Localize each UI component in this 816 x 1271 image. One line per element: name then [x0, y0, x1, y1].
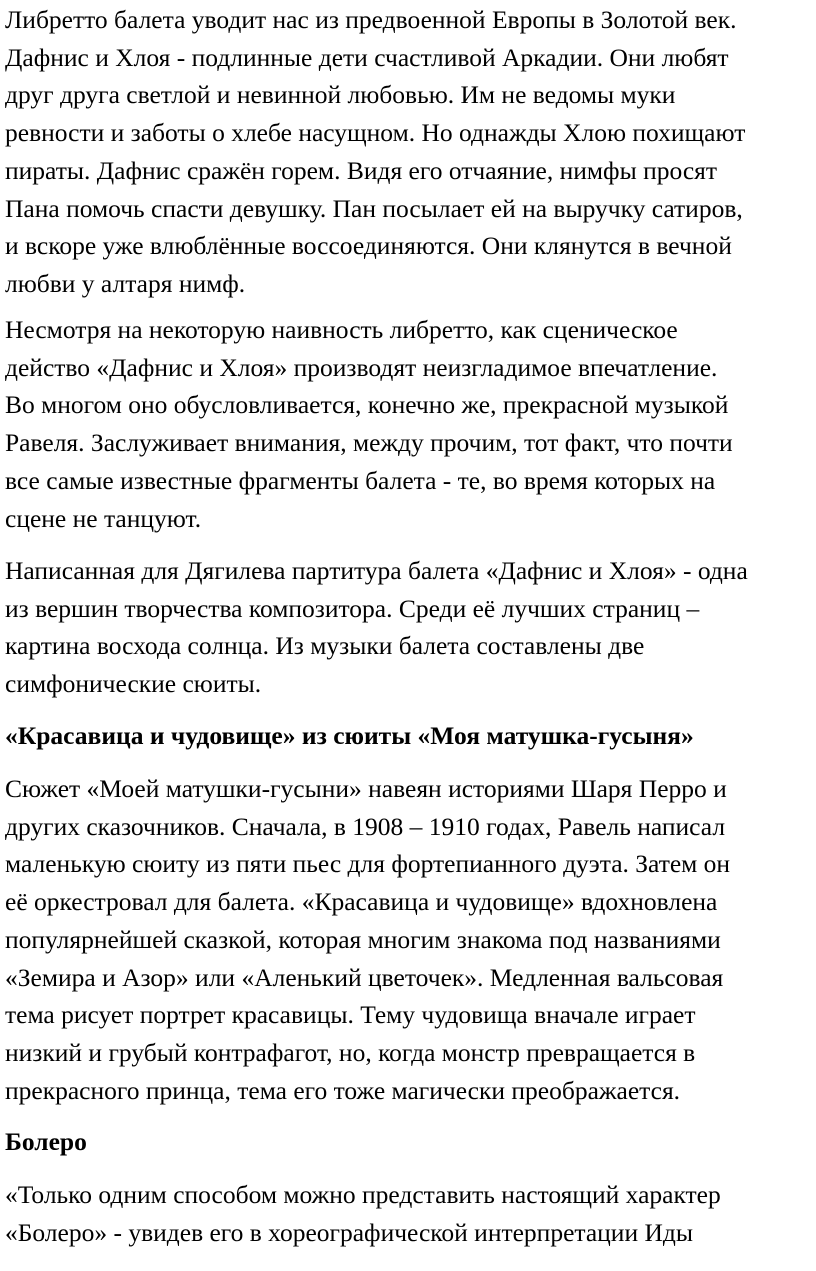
text-line: картина восхода солнца. Из музыки балета составлены две	[5, 631, 645, 661]
text-line: маленькую сюиту из пяти пьес для фортепианного дуэта. Затем он	[5, 849, 731, 879]
text-line: тема рисует портрет красавицы. Тему чудовища вначале играет	[5, 1000, 696, 1030]
text-line: сцене не танцуют.	[5, 503, 202, 533]
paragraph-bolero	[5, 1176, 816, 1251]
text-line: и вскоре уже влюблённые воссоединяются. Они клянутся в вечной	[5, 231, 732, 261]
paragraph-daphnis-libretto	[5, 1, 816, 303]
text-line: её оркестровал для балета. «Красавица и чудовище» вдохновлена	[5, 887, 718, 917]
text-line: любви у алтаря нимф.	[5, 268, 246, 298]
text-line: Равеля. Заслуживает внимания, между прочим, тот факт, что почти	[5, 428, 733, 458]
text-line: Несмотря на некоторую наивность либретто, как сценическое	[5, 315, 678, 344]
text-line: Сюжет «Моей матушки-гусыни» навеян историями Шаря Перро и	[5, 774, 727, 803]
text-line: других сказочников. Сначала, в 1908 – 1910 годах, Равель написал	[5, 811, 726, 841]
text-line: Дафнис и Хлоя - подлинные дети счастливой Аркадии. Они любят	[5, 42, 729, 72]
paragraph-daphnis-impression	[5, 311, 816, 537]
text-line: «Болеро» - увидев его в хореографической интерпретации Иды	[5, 1217, 694, 1247]
text-line: Написанная для Дягилева партитура балета «Дафнис и Хлоя» - одна	[5, 556, 748, 585]
text-line: Либретто балета уводит нас из предвоенной Европы в Золотой век.	[5, 5, 737, 34]
text-line: низкий и грубый контрафагот, но, когда монстр превращается в	[5, 1037, 696, 1067]
text-line: из вершин творчества композитора. Среди её лучших страниц –	[5, 593, 700, 623]
text-line: «Земира и Азор» или «Аленький цветочек». Медленная вальсовая	[5, 962, 724, 992]
text-line: ревности и заботы о хлебе насущном. Но однажды Хлою похищают	[5, 118, 746, 148]
text-line: пираты. Дафнис сражён горем. Видя его отчаяние, нимфы просят	[5, 155, 718, 185]
text-line: «Только одним способом можно представить настоящий характер	[5, 1180, 721, 1209]
text-line: друг друга светлой и невинной любовью. Им не ведомы муки	[5, 80, 676, 110]
text-line: симфонические сюиты.	[5, 669, 262, 699]
paragraph-mother-goose	[5, 770, 816, 1109]
text-line: прекрасного принца, тема его тоже магически преображается.	[5, 1075, 681, 1105]
text-line: Пана помочь спасти девушку. Пан посылает ей на выручку сатиров,	[5, 193, 743, 223]
text-line: Во многом оно обусловливается, конечно же, прекрасной музыкой	[5, 390, 729, 420]
text-line: действо «Дафнис и Хлоя» производят неизгладимое впечатление.	[5, 352, 718, 382]
paragraph-daphnis-score	[5, 552, 816, 703]
heading-text: «Красавица и чудовище» из сюиты «Моя матушка-гусыня»	[5, 721, 694, 750]
heading-text: Болеро	[5, 1127, 87, 1156]
text-line: все самые известные фрагменты балета - те, во время которых на	[5, 465, 716, 495]
section-heading-bolero	[5, 1123, 816, 1161]
section-heading-beauty-and-beast	[5, 717, 816, 755]
text-line: популярнейшей сказкой, которая многим знакома под названиями	[5, 924, 721, 954]
